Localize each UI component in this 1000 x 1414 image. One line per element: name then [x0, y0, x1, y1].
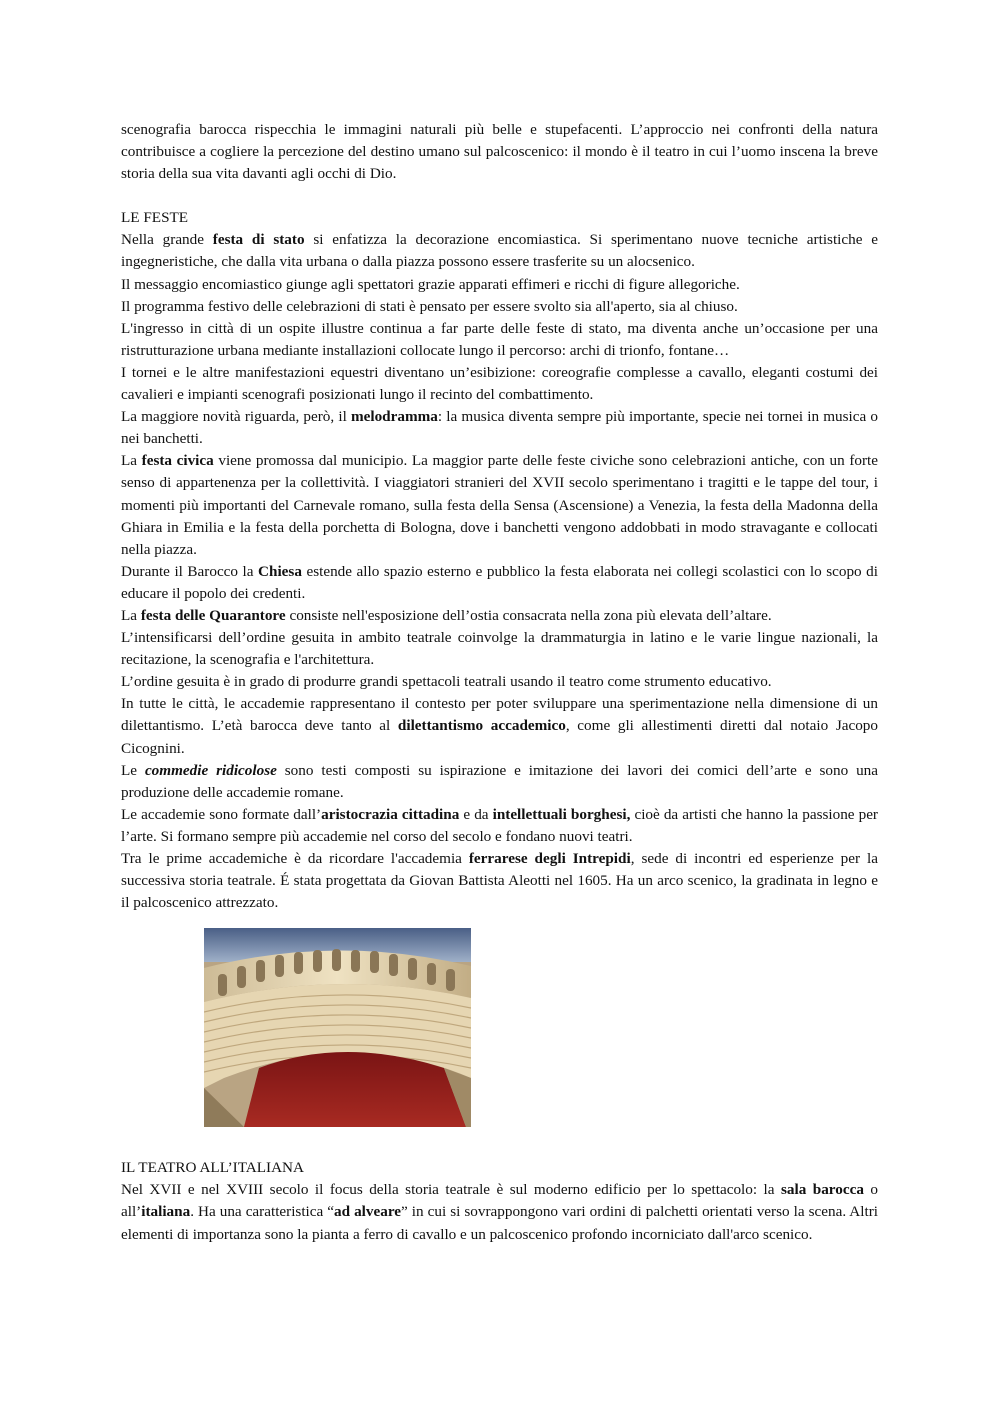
- text-span: estende allo spazio esterno e pubblico la festa elaborata nei collegi scolastici con lo scopo di educare il popolo dei credenti.: [121, 562, 878, 602]
- theatre-illustration: [204, 928, 471, 1127]
- text-span: Nella grande: [121, 231, 213, 249]
- paragraph-ordine-gesuita: L’intensificarsi dell’ordine gesuita in ambito teatrale coinvolge la drammaturgia in latino e le varie lingue nazionali, la recitazione, la scenografia e l'architettura.: [121, 629, 878, 669]
- text-span: La: [121, 452, 142, 470]
- text-span: ” in cui si sovrappongono vari ordini di palchetti orientati verso la scena. Altri elementi di importanza sono la pianta a ferro di cavallo e un palcoscenico profondo incorniciato dall'arco scenico.: [121, 1203, 878, 1243]
- bold-term: ad alveare: [334, 1203, 402, 1221]
- bold-term: italiana: [141, 1203, 191, 1221]
- bold-term: festa civica: [141, 452, 214, 470]
- text-span: si enfatizza la decorazione encomiastica. Si sperimentano nuove tecniche artistiche e ingegneristiche, che dalla vita urbana o dalla piazza possono essere trasferite su un alocsenico.: [121, 231, 878, 271]
- text-span: cioè da artisti che hanno la passione per l’arte. Si formano sempre più accademie nel corso del secolo e fondano nuovi teatri.: [121, 805, 878, 845]
- section-heading-teatro: IL TEATRO ALL’ITALIANA: [121, 1159, 304, 1177]
- text-span: e da: [459, 805, 493, 823]
- text-span: consiste nell'esposizione dell’ostia consacrata nella zona più elevata dell’altare.: [285, 606, 772, 624]
- text-span: Tra le prime accademiche è da ricordare l'accademia: [121, 850, 469, 867]
- theatre-render-image: [204, 928, 471, 1127]
- bold-term: ferrarese degli Intrepidi: [468, 850, 631, 867]
- text-span: : la musica diventa sempre più importante, specie nei tornei in musica o nei banchetti.: [121, 408, 878, 448]
- bold-term: intellettuali borghesi,: [492, 805, 631, 823]
- bold-term: aristocrazia cittadina: [321, 805, 460, 823]
- paragraph-melodramma: [121, 406, 878, 450]
- text-span: La maggiore novità riguarda, però, il: [121, 408, 351, 426]
- paragraph-programma: Il programma festivo delle celebrazioni di stati è pensato per essere svolto sia all'aperto, sia al chiuso.: [121, 297, 738, 315]
- paragraph-chiesa: [121, 561, 878, 605]
- paragraph-tornei: I tornei e le altre manifestazioni equestri diventano un’esibizione: coreografie complesse a cavallo, eleganti costumi dei cavalieri e impianti scenografi posizionati lungo il recinto del combattimento.: [121, 363, 878, 404]
- text-span: Le accademie sono formate dall’: [121, 805, 322, 823]
- paragraph-aristocrazia: [121, 804, 878, 848]
- text-span: Durante il Barocco la: [121, 562, 259, 580]
- bold-italic-term: commedie ridicolose: [144, 761, 277, 779]
- text-span: viene promossa dal municipio. La maggior parte delle feste civiche sono celebrazioni antiche, con un forte senso di appartenenza per la collettività. I viaggiatori stranieri del XVII secolo sperimentano i tragitti e le tappe del tour, i momenti più importanti del Carnevale romano, sulla festa della Sensa (Ascensione) a Venezia, la festa della Madonna della Ghiara in Emilia e la festa della porchetta di Bologna, dove i banchetti vengono addobbati in modo stravagante e collocati nella piazza.: [121, 452, 878, 558]
- text-span: sono testi composti su ispirazione e imitazione dei lavori dei comici dell’arte e sono una produzione delle accademie romane.: [121, 761, 878, 801]
- text-span: Le: [121, 761, 145, 779]
- paragraph-messaggio: Il messaggio encomiastico giunge agli spettatori grazie apparati effimeri e ricchi di figure allegoriche.: [121, 275, 740, 293]
- paragraph-festa-civica: [121, 450, 878, 560]
- document-page: [121, 119, 878, 1246]
- section-heading-feste: LE FESTE: [121, 209, 189, 227]
- bold-term: sala barocca: [780, 1181, 864, 1199]
- bold-term: Chiesa: [258, 562, 302, 580]
- paragraph-sala-barocca: [121, 1179, 878, 1245]
- paragraph-ingresso: L'ingresso in città di un ospite illustre continua a far parte delle feste di stato, ma diventa anche un’occasione per una ristrutturazione urbana mediante installazioni collocate lungo il percorso: archi di trionfo, fontane…: [121, 319, 878, 359]
- paragraph-commedie: [121, 760, 878, 804]
- bold-term: dilettantismo accademico: [397, 717, 566, 735]
- text-span: In tutte le città, le accademie rappresentano il contesto per poter sviluppare una sperimentazione nella dimensione di un dilettantismo. L’età barocca deve tanto al: [121, 695, 878, 735]
- text-span: . Ha una caratteristica “: [190, 1203, 335, 1221]
- intro-paragraph: scenografia barocca rispecchia le immagini naturali più belle e stupefacenti. L’approccio nei confronti della natura contribuisce a cogliere la percezione del destino umano sul palcoscenico: il mondo è il teatro in cui l’uomo inscena la breve storia della sua vita davanti agli occhi di Dio.: [121, 121, 878, 183]
- bold-term: festa di stato: [212, 231, 305, 249]
- bold-term: festa delle Quarantore: [140, 606, 286, 624]
- bold-term: melodramma: [350, 408, 438, 426]
- paragraph-accademie: [121, 693, 878, 759]
- paragraph-quarantore: [121, 605, 878, 627]
- paragraph-intrepidi: [121, 848, 878, 914]
- paragraph-spettacoli: L’ordine gesuita è in grado di produrre grandi spettacoli teatrali usando il teatro come strumento educativo.: [121, 673, 772, 691]
- text-span: , come gli allestimenti diretti dal notaio Jacopo Cicognini.: [121, 717, 878, 757]
- paragraph-festa-di-stato: [121, 229, 878, 273]
- text-span: Nel XVII e nel XVIII secolo il focus della storia teatrale è sul moderno edificio per lo spettacolo: la: [121, 1181, 781, 1199]
- text-span: La: [121, 606, 141, 624]
- text-span: , sede di incontri ed esperienze per la successiva storia teatrale. É stata progettata da Giovan Battista Aleotti nel 1605. Ha un arco scenico, la gradinata in legno e il palcoscenico attrezzato.: [121, 850, 878, 912]
- text-span: o all’: [121, 1181, 878, 1221]
